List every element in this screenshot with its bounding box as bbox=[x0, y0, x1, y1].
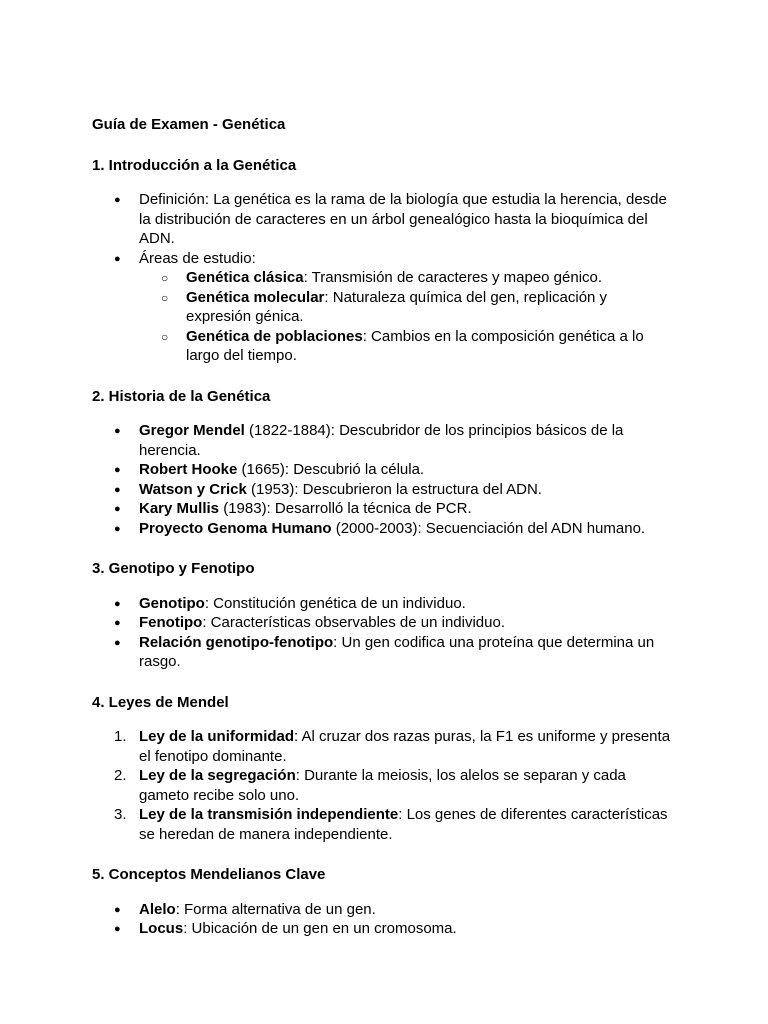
item-term: Ley de la transmisión independiente bbox=[139, 806, 399, 823]
item-term: Genética molecular bbox=[186, 288, 325, 306]
list-item bbox=[92, 919, 676, 939]
list-item bbox=[92, 633, 676, 672]
bullet-icon bbox=[114, 900, 130, 922]
bullet-icon bbox=[114, 519, 130, 541]
numbered-list bbox=[92, 727, 676, 844]
bullet-icon bbox=[114, 480, 130, 502]
item-number: 2. bbox=[114, 767, 127, 784]
item-term: Robert Hooke bbox=[139, 461, 238, 478]
list-item bbox=[92, 499, 676, 519]
section-heading: 4. Leyes de Mendel bbox=[92, 693, 229, 711]
list-item bbox=[92, 421, 676, 460]
item-text: (1953): Descubrieron la estructura del ADN. bbox=[246, 480, 542, 498]
bullet-icon bbox=[114, 499, 130, 521]
bullet-list bbox=[92, 421, 676, 538]
list-item bbox=[92, 727, 676, 766]
item-text: : Un gen codifica una proteína que determina un rasgo. bbox=[139, 633, 655, 670]
circle-bullet-icon bbox=[161, 327, 177, 348]
section-heading: 1. Introducción a la Genética bbox=[92, 156, 297, 174]
bullet-icon bbox=[114, 613, 130, 635]
item-number: 1. bbox=[114, 728, 127, 745]
bullet-icon bbox=[114, 594, 130, 616]
item-text: Áreas de estudio: bbox=[139, 249, 256, 267]
item-text: : Al cruzar dos razas puras, la F1 es uniforme y presenta el fenotipo dominante. bbox=[139, 728, 671, 765]
bullet-list bbox=[92, 900, 676, 939]
item-text: : Naturaleza química del gen, replicación y expresión génica. bbox=[186, 288, 608, 325]
section-introduccion bbox=[92, 156, 676, 366]
item-term: Ley de la segregación bbox=[139, 767, 296, 784]
item-number: 3. bbox=[114, 806, 127, 823]
section-historia bbox=[92, 387, 676, 539]
bullet-icon bbox=[114, 919, 130, 941]
list-item bbox=[92, 249, 676, 366]
list-item bbox=[92, 519, 676, 539]
section-heading: 5. Conceptos Mendelianos Clave bbox=[92, 866, 326, 883]
item-text: Definición: La genética es la rama de la biología que estudia la herencia, desde la distribución de caracteres en un árbol genealógico hasta la bioquímica del ADN. bbox=[139, 191, 667, 247]
item-term: Genética de poblaciones bbox=[186, 327, 363, 345]
list-item bbox=[92, 766, 676, 805]
item-text: (1822-1884): Descubridor de los principios básicos de la herencia. bbox=[139, 422, 624, 459]
list-item bbox=[92, 460, 676, 480]
bullet-icon bbox=[114, 190, 130, 212]
section-leyes-mendel bbox=[92, 693, 676, 845]
item-term: Genética clásica bbox=[186, 269, 304, 286]
bullet-list bbox=[92, 594, 676, 672]
bullet-icon bbox=[114, 460, 130, 482]
document-title: Guía de Examen - Genética bbox=[92, 116, 286, 133]
item-text: : Cambios en la composición genética a lo largo del tiempo. bbox=[186, 327, 644, 364]
section-conceptos bbox=[92, 865, 676, 939]
circle-bullet-icon bbox=[161, 288, 177, 309]
sub-list-item bbox=[139, 268, 676, 288]
bullet-icon bbox=[114, 633, 130, 655]
item-text: : Transmisión de caracteres y mapeo génico. bbox=[303, 269, 603, 286]
item-text: : Los genes de diferentes características se heredan de manera independiente. bbox=[139, 806, 668, 843]
item-term: Alelo bbox=[139, 900, 176, 918]
item-text: (1665): Descubrió la célula. bbox=[237, 461, 425, 478]
section-heading: 3. Genotipo y Fenotipo bbox=[92, 560, 255, 577]
item-text: : Características observables de un individuo. bbox=[202, 614, 505, 631]
item-term: Watson y Crick bbox=[139, 480, 247, 498]
item-term: Ley de la uniformidad bbox=[139, 728, 295, 745]
item-text: (1983): Desarrolló la técnica de PCR. bbox=[219, 500, 472, 517]
list-item bbox=[92, 190, 676, 249]
bullet-icon bbox=[114, 249, 130, 271]
item-term: Proyecto Genoma Humano bbox=[139, 519, 332, 537]
circle-bullet-icon bbox=[161, 268, 177, 289]
bullet-icon bbox=[114, 421, 130, 443]
item-text: : Constitución genética de un individuo. bbox=[204, 594, 466, 612]
sub-list bbox=[139, 268, 676, 366]
item-term: Kary Mullis bbox=[139, 500, 220, 517]
list-item bbox=[92, 900, 676, 920]
section-heading: 2. Historia de la Genética bbox=[92, 387, 271, 405]
bullet-list bbox=[92, 190, 676, 366]
list-item bbox=[92, 594, 676, 614]
item-term: Fenotipo bbox=[139, 614, 203, 631]
item-term: Genotipo bbox=[139, 594, 205, 612]
list-item bbox=[92, 480, 676, 500]
item-text: (2000-2003): Secuenciación del ADN humano. bbox=[331, 519, 646, 537]
list-item bbox=[92, 613, 676, 633]
item-term: Gregor Mendel bbox=[139, 422, 245, 439]
item-term: Locus bbox=[139, 920, 184, 937]
sub-list-item bbox=[139, 288, 676, 327]
item-text: : Durante la meiosis, los alelos se separan y cada gameto recibe solo uno. bbox=[139, 767, 626, 804]
sub-list-item bbox=[139, 327, 676, 366]
item-text: : Forma alternativa de un gen. bbox=[175, 900, 376, 918]
item-text: : Ubicación de un gen en un cromosoma. bbox=[183, 920, 457, 937]
item-term: Relación genotipo-fenotipo bbox=[139, 633, 334, 651]
list-item bbox=[92, 805, 676, 844]
section-genotipo-fenotipo bbox=[92, 559, 676, 672]
